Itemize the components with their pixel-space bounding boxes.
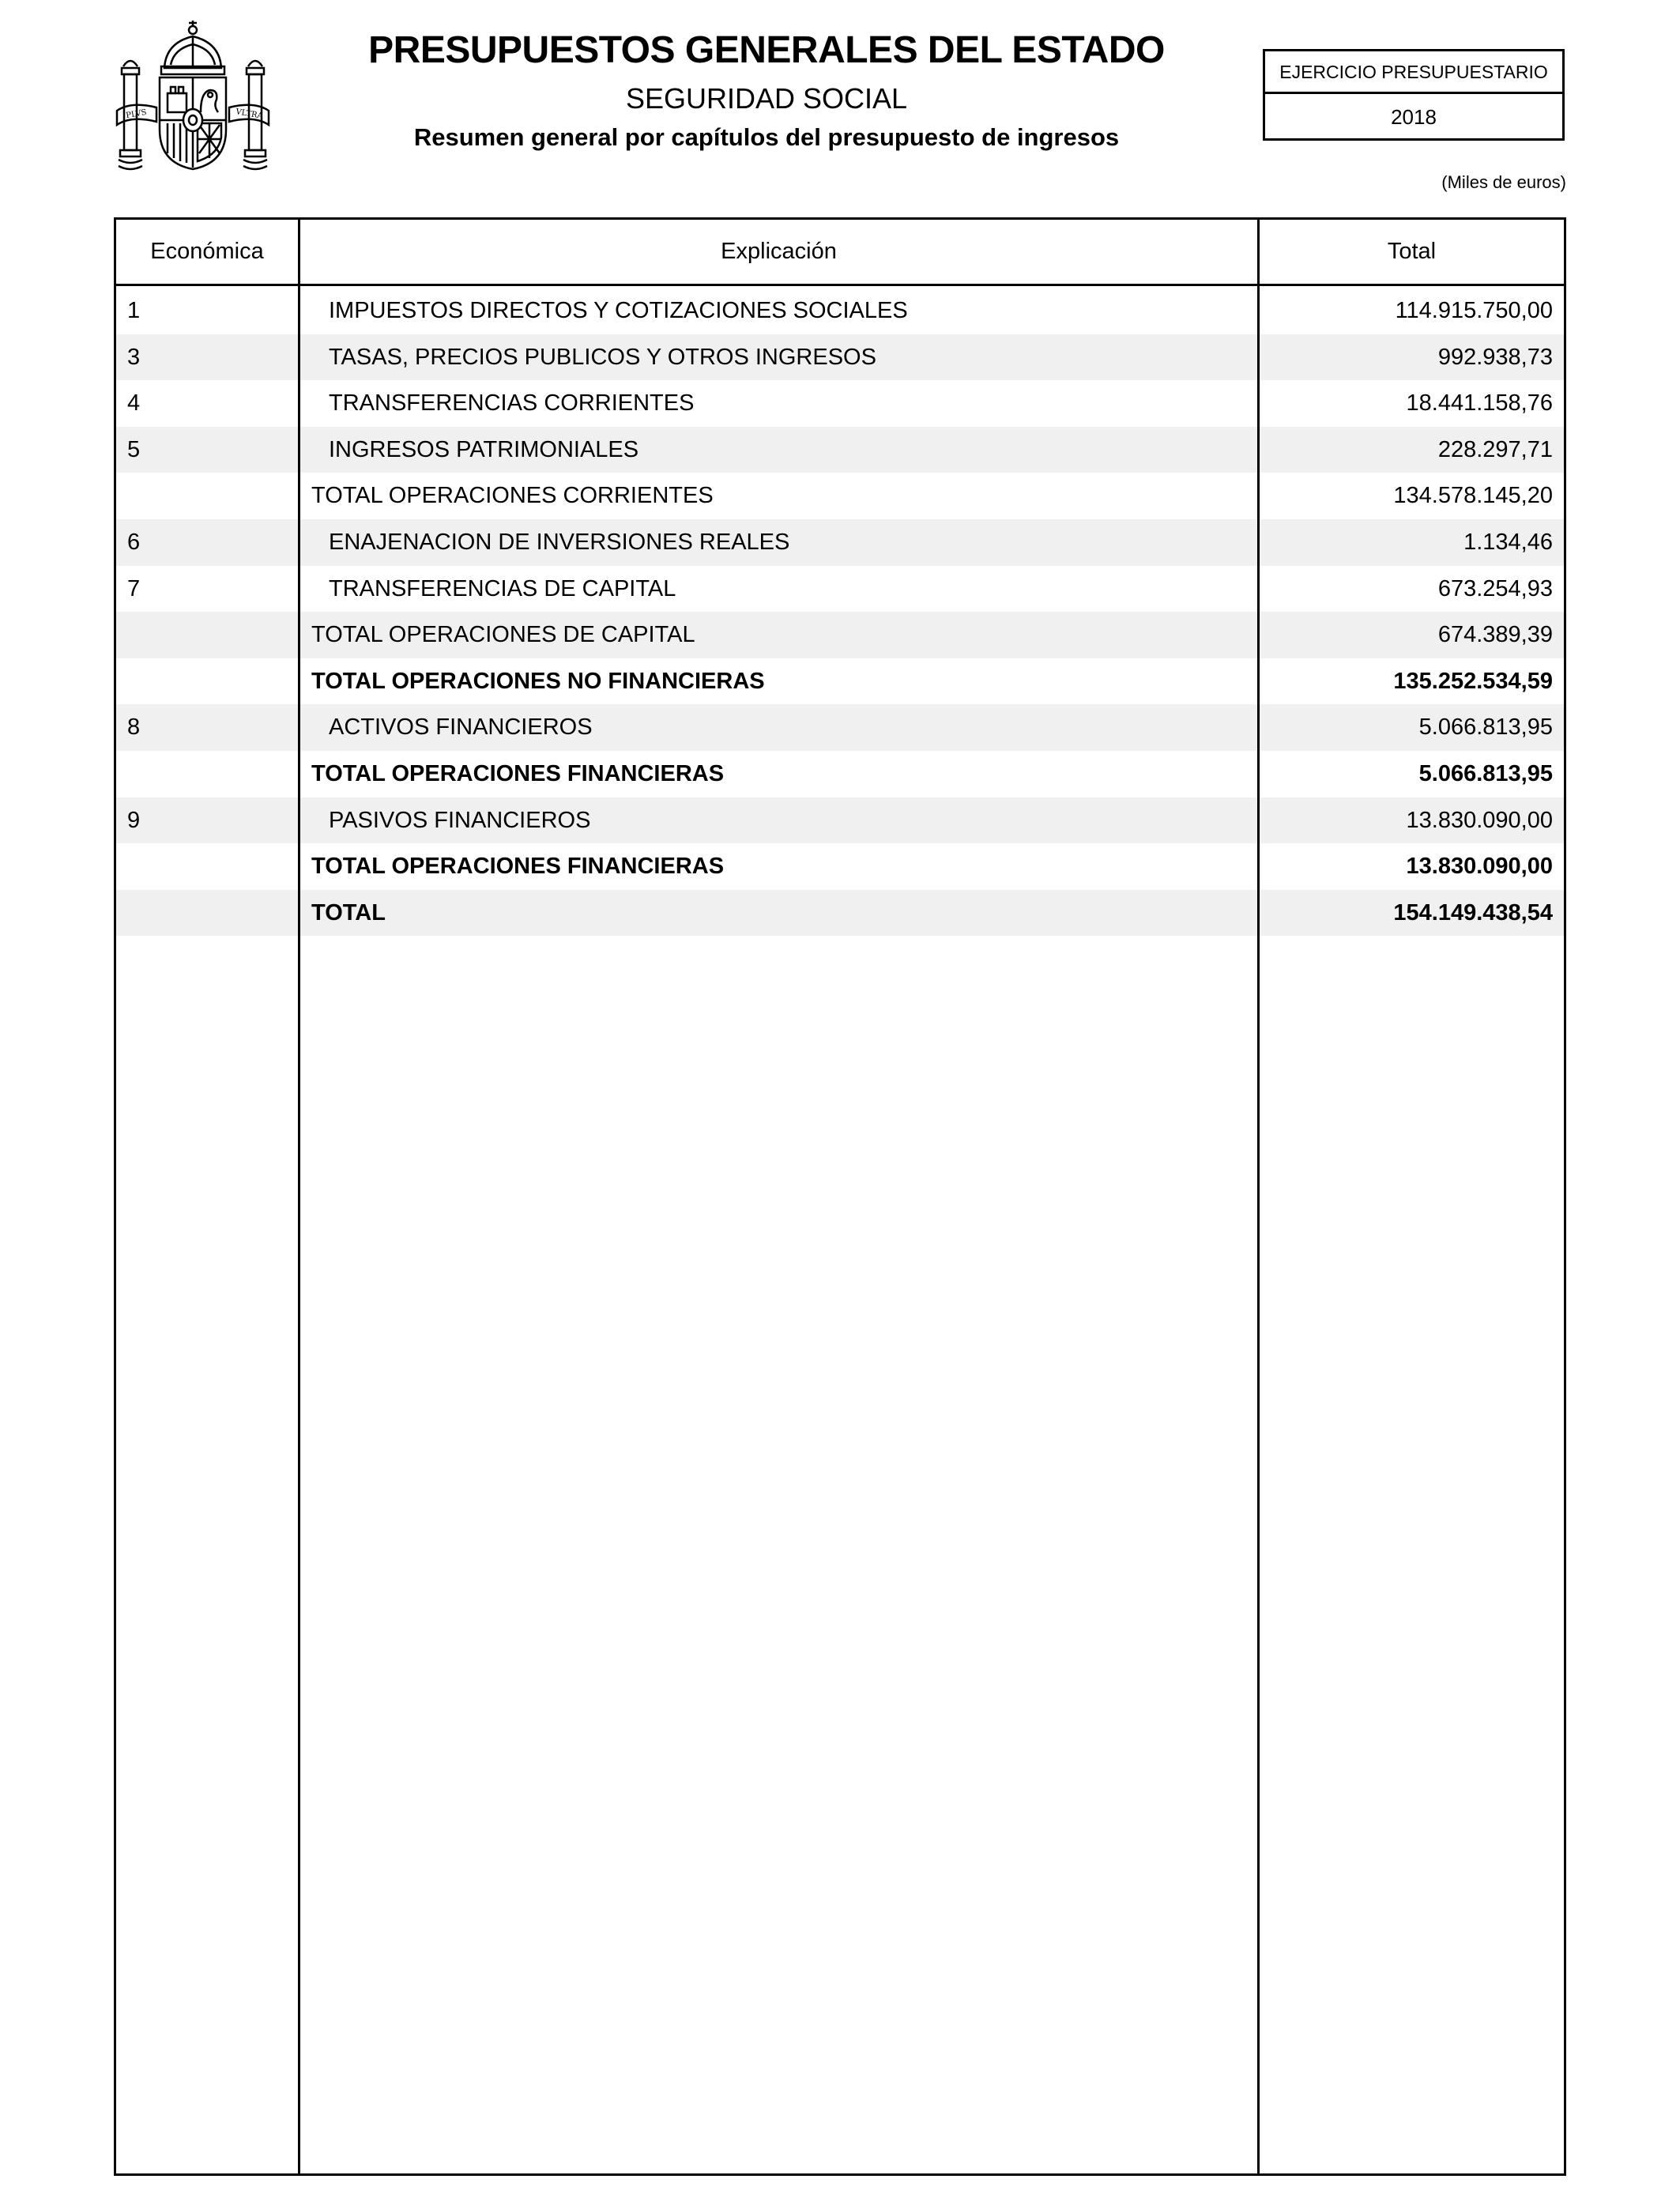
table-row xyxy=(116,380,1564,427)
scroll-right-text: VLTRA xyxy=(235,107,264,121)
row-amount: 1.134,46 xyxy=(1260,519,1564,566)
table-row xyxy=(116,704,1564,751)
coat-of-arms-icon xyxy=(115,19,270,175)
row-code xyxy=(116,473,298,519)
row-code: 8 xyxy=(116,704,298,751)
table-row xyxy=(116,612,1564,658)
table-row xyxy=(116,334,1564,381)
row-amount: 134.578.145,20 xyxy=(1393,483,1553,509)
row-code: 6 xyxy=(116,519,298,566)
row-label: PASIVOS FINANCIEROS xyxy=(300,797,1257,844)
table-row xyxy=(116,288,1564,334)
row-label: TRANSFERENCIAS CORRIENTES xyxy=(329,390,695,417)
row-amount: 673.254,93 xyxy=(1437,575,1553,601)
page-description: Resumen general por capítulos del presupuesto de ingresos xyxy=(413,123,1120,151)
row-label: TOTAL OPERACIONES NO FINANCIERAS xyxy=(311,668,765,694)
row-code: 1 xyxy=(127,298,141,323)
row-label: TOTAL OPERACIONES CORRIENTES xyxy=(311,483,714,509)
row-label: TOTAL OPERACIONES DE CAPITAL xyxy=(300,612,1257,658)
table-row xyxy=(116,658,1564,705)
table-row xyxy=(116,566,1564,613)
budget-table xyxy=(114,217,1566,2176)
row-code xyxy=(116,612,298,658)
page-subtitle: SEGURIDAD SOCIAL xyxy=(625,82,908,115)
row-label: TOTAL OPERACIONES FINANCIERAS xyxy=(311,760,725,786)
row-label: TOTAL xyxy=(300,890,1257,937)
row-amount: 154.149.438,54 xyxy=(1260,890,1564,937)
units-note: (Miles de euros) xyxy=(1441,172,1566,192)
table-row xyxy=(116,519,1564,566)
row-label: IMPUESTOS DIRECTOS Y COTIZACIONES SOCIALES xyxy=(329,298,908,323)
page-title: PRESUPUESTOS GENERALES DEL ESTADO xyxy=(368,29,1165,71)
row-code xyxy=(116,658,298,705)
table-row xyxy=(116,843,1564,890)
row-label: TASAS, PRECIOS PUBLICOS Y OTROS INGRESOS xyxy=(300,334,1257,381)
exercise-label: EJERCICIO PRESUPUESTARIO xyxy=(1265,51,1562,94)
row-label: INGRESOS PATRIMONIALES xyxy=(300,427,1257,473)
row-amount: 228.297,71 xyxy=(1260,427,1564,473)
scroll-left-text: PLVS xyxy=(125,107,148,121)
column-header-total: Total xyxy=(1387,239,1437,264)
table-row xyxy=(116,473,1564,519)
table-row xyxy=(116,890,1564,937)
row-label: TOTAL OPERACIONES FINANCIERAS xyxy=(311,854,725,880)
table-row xyxy=(116,427,1564,473)
table-body xyxy=(116,288,1564,936)
row-label: TRANSFERENCIAS DE CAPITAL xyxy=(329,575,676,601)
row-amount: 114.915.750,00 xyxy=(1395,298,1553,323)
row-code xyxy=(116,890,298,937)
table-row xyxy=(116,751,1564,797)
row-label: ENAJENACION DE INVERSIONES REALES xyxy=(300,519,1257,566)
table-header xyxy=(116,220,1564,286)
row-amount: 18.441.158,76 xyxy=(1406,390,1553,417)
row-amount: 135.252.534,59 xyxy=(1393,668,1553,694)
row-code: 7 xyxy=(127,575,141,601)
row-amount: 674.389,39 xyxy=(1260,612,1564,658)
row-label: ACTIVOS FINANCIEROS xyxy=(300,704,1257,751)
exercise-year: 2018 xyxy=(1391,105,1437,129)
row-code: 9 xyxy=(116,797,298,844)
row-code xyxy=(116,843,298,890)
row-code: 5 xyxy=(116,427,298,473)
row-code: 3 xyxy=(116,334,298,381)
row-amount: 5.066.813,95 xyxy=(1418,760,1553,786)
row-amount: 5.066.813,95 xyxy=(1260,704,1564,751)
column-header-explicacion: Explicación xyxy=(721,239,837,264)
exercise-box xyxy=(1263,49,1565,141)
row-amount: 13.830.090,00 xyxy=(1260,797,1564,844)
row-code: 4 xyxy=(127,390,141,417)
column-header-economica: Económica xyxy=(150,239,264,264)
row-amount: 992.938,73 xyxy=(1260,334,1564,381)
row-amount: 13.830.090,00 xyxy=(1406,854,1553,880)
table-row xyxy=(116,797,1564,844)
row-code xyxy=(116,751,298,797)
